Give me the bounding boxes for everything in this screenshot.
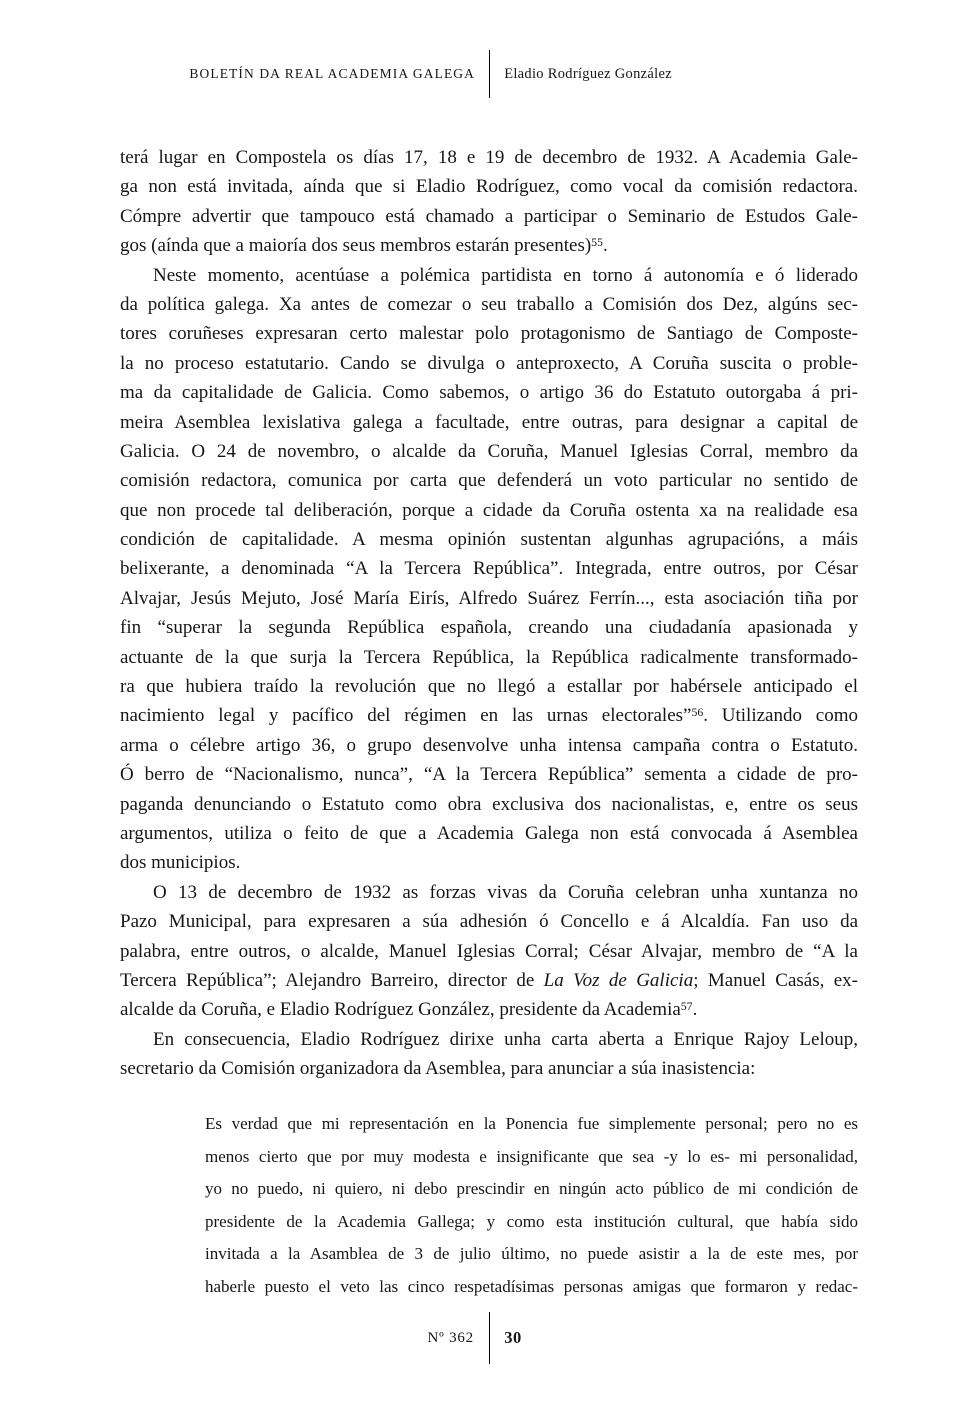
issue-number: Nº 362 xyxy=(427,1329,474,1346)
text-line: comisión redactora, comunica por carta que defenderá un voto particular no sentido de xyxy=(120,470,858,492)
text-line: que non procede tal deliberación, porque a cidade da Coruña ostenta xa na realidade esa xyxy=(120,499,858,521)
text-line: haberle puesto el veto las cinco respetadísimas personas amigas que formaron y redac- xyxy=(205,1276,858,1296)
text-line: terá lugar en Compostela os días 17, 18 e 19 de decembro de 1932. A Academia Gale- xyxy=(120,147,858,168)
text-line: meira Asemblea lexislativa galega a facultade, entre outras, para designar a capital de xyxy=(120,411,858,433)
text-line: secretario da Comisión organizadora da Asemblea, para anunciar a súa inasistencia: xyxy=(120,1058,756,1080)
italic-title: La Voz de Galicia xyxy=(543,969,694,991)
page-number: 30 xyxy=(504,1328,522,1347)
text-line: ga non está invitada, aínda que si Eladio Rodríguez, como vocal da comisión redactora. xyxy=(120,176,858,198)
text-line: Es verdad que mi representación en la Ponencia fue simplemente personal; pero no es xyxy=(205,1114,858,1133)
text-line: actuante de la que surja la Tercera República, la República radicalmente transformado- xyxy=(120,646,858,668)
page-footer xyxy=(0,1312,975,1364)
text-line: Neste momento, acentúase a polémica partidista en torno á autonomía e ó liderado xyxy=(153,264,858,286)
footnote-ref: 57 xyxy=(680,1000,693,1014)
text-line: tores coruñeses expresaran certo malestar polo protagonismo de Santiago de Composte- xyxy=(120,323,858,345)
article-author: Eladio Rodríguez González xyxy=(504,65,672,82)
text-line: ma da capitalidade de Galicia. Como sabemos, o artigo 36 do Estatuto outorgaba á pri- xyxy=(120,382,858,404)
text-line: presidente de la Academia Gallega; y como esta institución cultural, que había sido xyxy=(205,1211,858,1231)
footnote-ref: 55 xyxy=(591,235,603,249)
text-line: Alvajar, Jesús Mejuto, José María Eirís, Alfredo Suárez Ferrín..., esta asociación tiña por xyxy=(120,587,858,609)
page-header xyxy=(0,50,975,98)
text-line: la no proceso estatutario. Cando se divulga o anteproxecto, A Coruña suscita o proble- xyxy=(120,352,858,374)
text-line: gos (aínda que a maioría dos seus membros estarán presentes)$^{55}$. xyxy=(120,235,608,257)
text-line: O 13 de decembro de 1932 as forzas vivas da Coruña celebran unha xuntanza no xyxy=(153,881,858,903)
text-line: dos municipios. xyxy=(120,852,241,874)
text-line: Tercera República”; Alejandro Barreiro, director de La Voz de Galicia; Manuel Casás, ex- xyxy=(120,969,858,991)
text-line: Pazo Municipal, para expresaren a súa adhesión ó Concello e á Alcaldía. Fan uso da xyxy=(120,911,858,933)
footnote-ref: 56 xyxy=(691,706,704,720)
text-line: ra que hubiera traído la revolución que no llegó a estallar por habérsele anticipado el xyxy=(120,676,858,698)
text-line: Cómpre advertir que tampouco está chamado a participar o Seminario de Estudos Gale- xyxy=(120,205,858,227)
body-text xyxy=(120,143,858,1084)
text-line: alcalde da Coruña, e Eladio Rodríguez González, presidente da Academia$^{57}$. xyxy=(120,999,698,1021)
text-line: condición de capitalidade. A mesma opinión sustentan algunhas agrupacións, a máis xyxy=(120,529,858,551)
text-line: palabra, entre outros, o alcalde, Manuel Iglesias Corral; César Alvajar, membro de “A la xyxy=(120,940,858,962)
block-quote xyxy=(205,1108,858,1304)
text-line: argumentos, utiliza o feito de que a Academia Galega non está convocada á Asemblea xyxy=(120,822,858,844)
text-line: nacimiento legal y pacífico del régimen en las urnas electorales”$^{56}$. Utilizando como xyxy=(120,705,858,727)
text-line: Ó berro de “Nacionalismo, nunca”, “A la Tercera República” sementa a cidade de pro- xyxy=(120,764,858,786)
text-line: menos cierto que por muy modesta e insignificante que sea -y lo es- mi personalidad, xyxy=(205,1146,858,1166)
text-line: arma o célebre artigo 36, o grupo desenvolve unha intensa campaña contra o Estatuto. xyxy=(120,734,858,756)
text-line: paganda denunciando o Estatuto como obra exclusiva dos nacionalistas, e, entre os seus xyxy=(120,793,858,815)
text-line: Galicia. O 24 de novembro, o alcalde da Coruña, Manuel Iglesias Corral, membro da xyxy=(120,440,858,462)
text-line: invitada a la Asamblea de 3 de julio último, no puede asistir a la de este mes, por xyxy=(205,1244,858,1264)
text-line: En consecuencia, Eladio Rodríguez dirixe unha carta aberta a Enrique Rajoy Leloup, xyxy=(153,1028,858,1050)
text-line: da política galega. Xa antes de comezar o seu traballo a Comisión dos Dez, algúns sec- xyxy=(120,293,858,315)
text-line: yo no puedo, ni quiero, ni debo prescindir en ningún acto público de mi condición de xyxy=(205,1179,858,1199)
text-line: fin “superar la segunda República española, creando una ciudadanía apasionada y xyxy=(120,617,858,639)
text-line: belixerante, a denominada “A la Tercera República”. Integrada, entre outros, por César xyxy=(120,558,858,580)
journal-title: BOLETÍN DA REAL ACADEMIA GALEGA xyxy=(189,66,475,81)
